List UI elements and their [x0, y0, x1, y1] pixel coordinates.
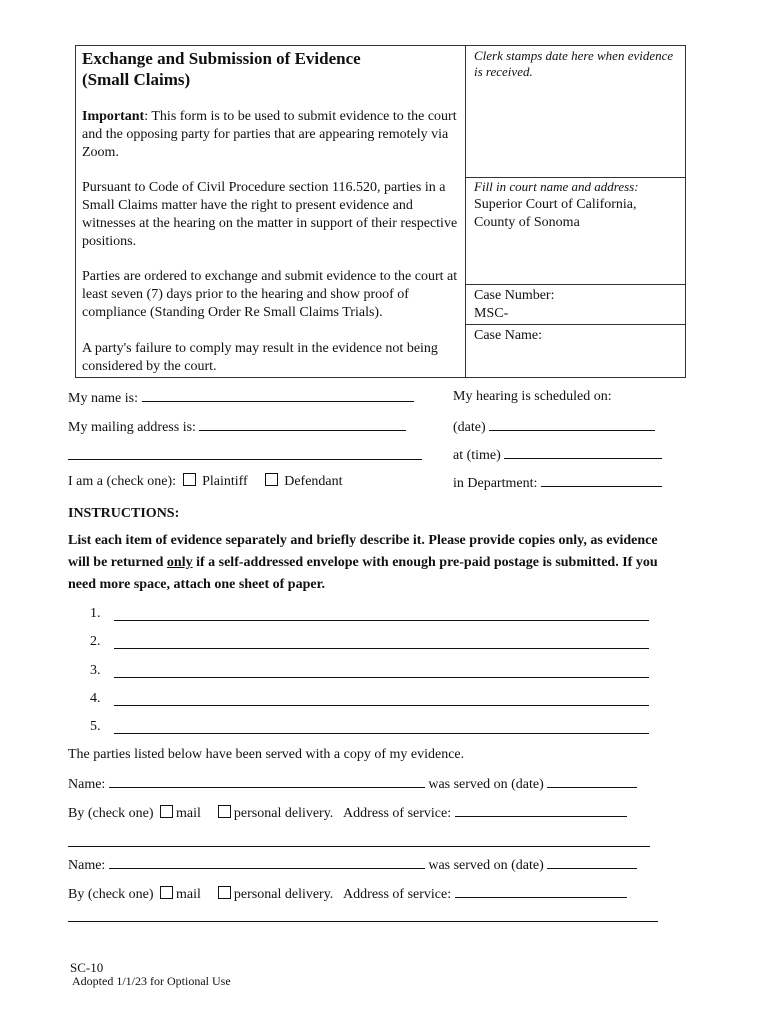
pursuant-paragraph: Pursuant to Code of Civil Procedure section 116.520, parties in a Small Claims matter have the right to present evidence and witnesses at the hearing on the matter in support of their respective positions. [82, 180, 458, 249]
evidence-item-input[interactable] [114, 705, 649, 706]
personal-delivery-checkbox[interactable] [218, 886, 231, 899]
clerk-box-divider [465, 177, 686, 178]
evidence-item-input[interactable] [114, 648, 649, 649]
court-name: Superior Court of California, County of Sonoma [474, 197, 637, 230]
department-row: in Department: [453, 473, 662, 493]
hearing-time-row: at (time) [453, 445, 662, 465]
address-input[interactable] [199, 417, 406, 431]
evidence-item-number: 3. [90, 663, 101, 678]
important-paragraph: Important: This form is to be used to submit evidence to the court and the opposing party for parties that are appearing remotely via Zoom. [82, 109, 457, 160]
mail-checkbox[interactable] [160, 886, 173, 899]
personal-delivery-checkbox[interactable] [218, 805, 231, 818]
hearing-date-input[interactable] [489, 417, 655, 431]
defendant-checkbox[interactable] [265, 473, 278, 486]
instructions-text: List each item of evidence separately and briefly describe it. Please provide copies only, as evidence will be returned only if a self-addressed envelope with enough pre-paid postage is submitted. If you need more space, attach one sheet of paper. [68, 533, 658, 592]
address-row: My mailing address is: [68, 417, 406, 437]
department-input[interactable] [541, 473, 662, 487]
served-name-input[interactable] [109, 855, 425, 869]
name-input[interactable] [142, 388, 414, 402]
case-number-divider [465, 324, 686, 325]
service-intro: The parties listed below have been served with a copy of my evidence. [68, 747, 465, 762]
form-title: Exchange and Submission of Evidence (Small Claims) [82, 49, 361, 89]
evidence-item-input[interactable] [114, 733, 649, 734]
case-number-field[interactable]: Case Number: MSC- [474, 288, 555, 321]
served-name-input[interactable] [109, 774, 425, 788]
service-method-row-2: By (check one) mail personal delivery. Address of service: [68, 884, 627, 904]
court-box-divider [465, 284, 686, 285]
service-address-line2[interactable] [68, 921, 658, 922]
failure-paragraph: A party's failure to comply may result in the evidence not being considered by the court. [82, 341, 438, 374]
clerk-stamp-area: Clerk stamps date here when evidence is received. [474, 48, 674, 79]
service-name-row-1: Name: was served on (date) [68, 774, 637, 794]
instructions-heading: INSTRUCTIONS: [68, 506, 180, 521]
adopted-note: Adopted 1/1/23 for Optional Use [72, 974, 231, 988]
served-date-input[interactable] [547, 855, 637, 869]
service-address-input[interactable] [455, 803, 627, 817]
name-row: My name is: [68, 388, 414, 408]
party-type-row: I am a (check one): Plaintiff Defendant [68, 474, 343, 489]
form-id: SC-10 [70, 960, 104, 975]
service-name-row-2: Name: was served on (date) [68, 855, 637, 875]
hearing-time-input[interactable] [504, 445, 662, 459]
hearing-date-row: (date) [453, 417, 655, 437]
evidence-item-number: 4. [90, 691, 101, 706]
evidence-item-input[interactable] [114, 677, 649, 678]
hearing-label: My hearing is scheduled on: [453, 389, 612, 404]
plaintiff-checkbox[interactable] [183, 473, 196, 486]
evidence-item-input[interactable] [114, 620, 649, 621]
mail-checkbox[interactable] [160, 805, 173, 818]
order-paragraph: Parties are ordered to exchange and submit evidence to the court at least seven (7) days prior to the hearing and show proof of compliance (Standing Order Re Small Claims Trials). [82, 269, 458, 320]
evidence-item-number: 5. [90, 719, 101, 734]
evidence-item-number: 2. [90, 634, 101, 649]
address-input-line2[interactable] [68, 459, 422, 460]
evidence-item-number: 1. [90, 606, 101, 621]
service-method-row-1: By (check one) mail personal delivery. Address of service: [68, 803, 627, 823]
court-name-label: Fill in court name and address: [474, 179, 639, 194]
served-date-input[interactable] [547, 774, 637, 788]
service-address-line2[interactable] [68, 846, 650, 847]
header-divider [465, 45, 466, 378]
case-name-field[interactable]: Case Name: [474, 328, 543, 343]
service-address-input[interactable] [455, 884, 627, 898]
